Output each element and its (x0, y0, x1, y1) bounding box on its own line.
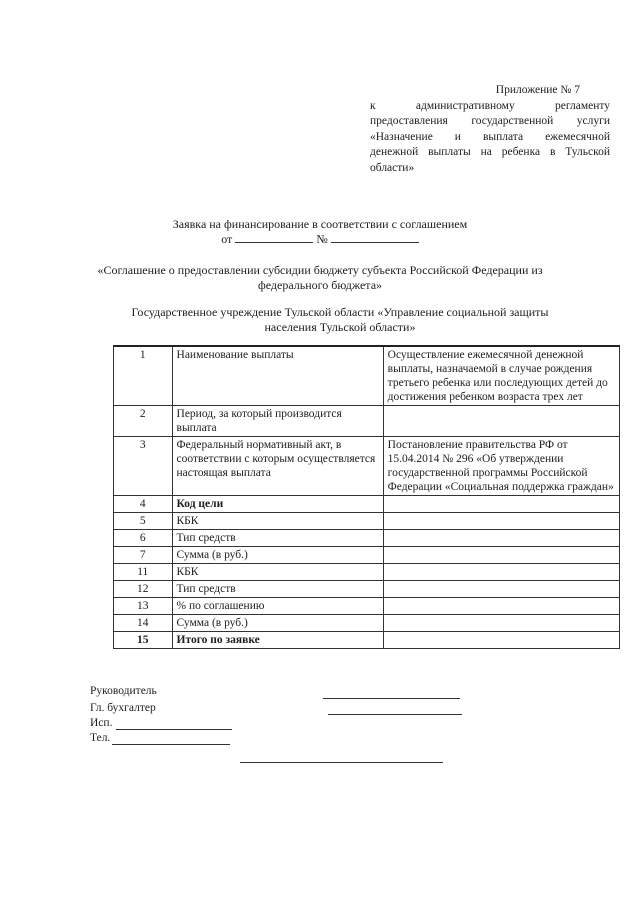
head-signature-line (323, 697, 460, 699)
institution-line-2: населения Тульской области» (264, 320, 416, 334)
row-number: 4 (114, 496, 173, 513)
row-value: Постановление правительства РФ от 15.04.2014 № 296 «Об утверждении государственной программы Российской Федерации «Социальная поддержка граждан» (383, 437, 619, 496)
row-value (383, 632, 619, 649)
row-name: КБК (172, 564, 383, 581)
appendix-line: предоставления государственной услуги (370, 115, 610, 127)
row-value (383, 564, 619, 581)
row-number: 3 (114, 437, 173, 496)
head-label: Руководитель (90, 685, 157, 697)
table-row (114, 564, 620, 581)
appendix-block (370, 83, 610, 176)
row-number: 14 (114, 615, 173, 632)
appendix-title: Приложение № 7 (495, 84, 580, 96)
row-value (383, 547, 619, 564)
row-number: 12 (114, 581, 173, 598)
appendix-line: денежной выплаты на ребенка в Тульской (370, 146, 610, 158)
table-row (114, 496, 620, 513)
table-row (114, 530, 620, 547)
row-number: 15 (114, 632, 173, 649)
executor-line (116, 728, 232, 730)
executor-label: Исп. (90, 717, 113, 729)
row-value (383, 406, 619, 437)
row-name: Итого по заявке (172, 632, 383, 649)
row-number: 2 (114, 406, 173, 437)
institution-line-1: Государственное учреждение Тульской области «Управление социальной защиты (131, 305, 549, 319)
number-label: № (316, 232, 328, 246)
appendix-line: области» (370, 161, 415, 174)
row-name: % по соглашению (172, 598, 383, 615)
row-number: 5 (114, 513, 173, 530)
row-name: Федеральный нормативный акт, в соответствии с которым осуществляется настоящая выплата (172, 437, 383, 496)
date-label: от (221, 232, 233, 246)
agreement-line-2: федерального бюджета» (257, 278, 383, 292)
accountant-signature-line (328, 713, 462, 715)
table-row (114, 346, 620, 406)
row-number: 1 (114, 346, 173, 406)
bottom-line (240, 761, 443, 763)
row-name: Наименование выплаты (172, 346, 383, 406)
row-value (383, 513, 619, 530)
row-name: Сумма (в руб.) (172, 615, 383, 632)
table-row (114, 615, 620, 632)
request-title: Заявка на финансирование в соответствии с соглашением (172, 217, 468, 231)
row-name: Период, за который производится выплата (172, 406, 383, 437)
row-value (383, 581, 619, 598)
row-number: 7 (114, 547, 173, 564)
table-row (114, 547, 620, 564)
row-name: КБК (172, 513, 383, 530)
row-name: Тип средств (172, 530, 383, 547)
request-table (113, 345, 620, 649)
table-row (114, 581, 620, 598)
row-value (383, 530, 619, 547)
phone-line (112, 743, 230, 745)
phone-label: Тел. (90, 732, 111, 744)
row-number: 11 (114, 564, 173, 581)
row-number: 6 (114, 530, 173, 547)
row-name: Сумма (в руб.) (172, 547, 383, 564)
request-date-number-line (0, 231, 640, 247)
date-blank (235, 231, 313, 243)
appendix-line: к административному регламенту (370, 99, 610, 112)
agreement-line-1: «Соглашение о предоставлении субсидии бюджету субъекта Российской Федерации из (97, 263, 543, 277)
appendix-line: «Назначение и выплата ежемесячной (370, 130, 610, 143)
row-name: Код цели (172, 496, 383, 513)
row-name: Тип средств (172, 581, 383, 598)
table-row (114, 406, 620, 437)
row-value (383, 598, 619, 615)
table-row (114, 437, 620, 496)
row-value: Осуществление ежемесячной денежной выплаты, назначаемой в случае рождения третьего ребенка или последующих детей до достижения ребенком возраста трех лет (383, 346, 619, 406)
table-row (114, 513, 620, 530)
table-row-total (114, 632, 620, 649)
accountant-label: Гл. бухгалтер (90, 702, 156, 714)
row-value (383, 496, 619, 513)
number-blank (331, 231, 419, 243)
row-number: 13 (114, 598, 173, 615)
row-value (383, 615, 619, 632)
table-row (114, 598, 620, 615)
